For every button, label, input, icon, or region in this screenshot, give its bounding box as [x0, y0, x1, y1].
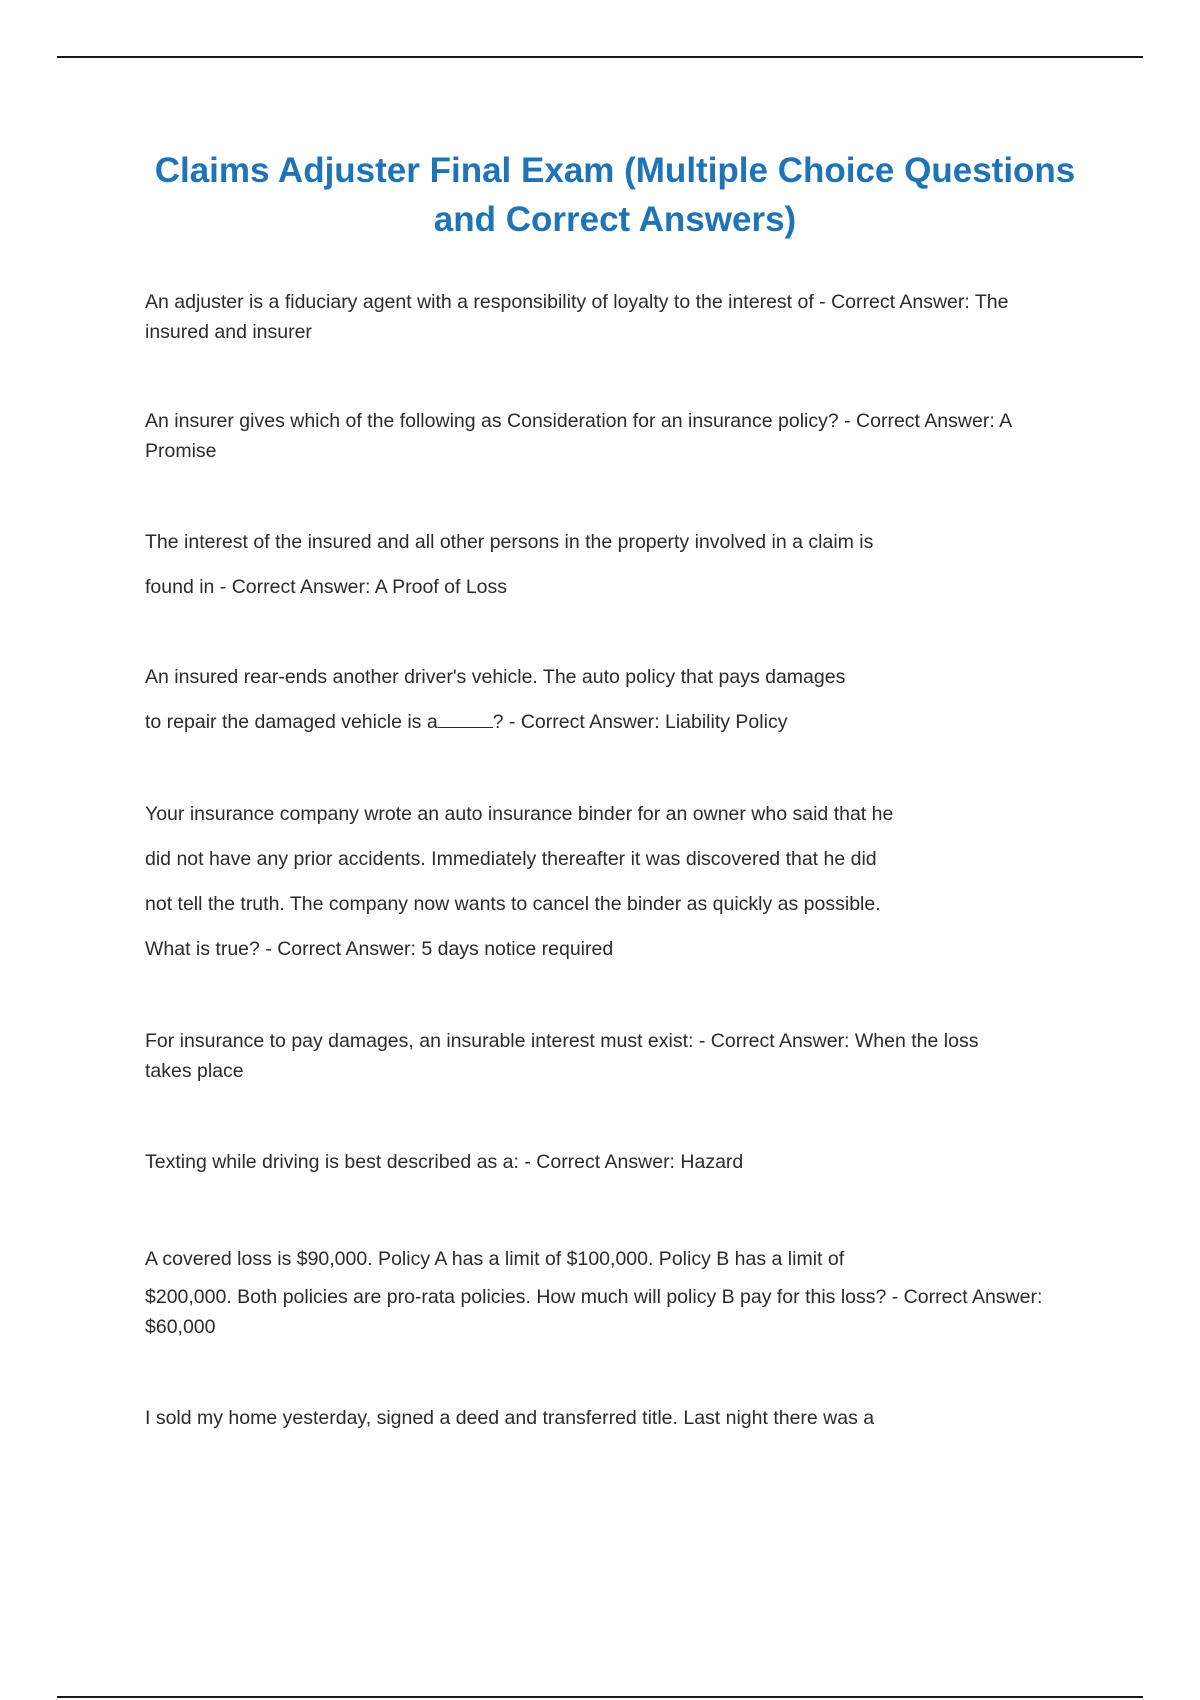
question-text-line: For insurance to pay damages, an insurable interest must exist: - Correct Answer: When the loss — [145, 1030, 979, 1052]
question-block-4 — [145, 655, 845, 745]
question-block-8 — [145, 1237, 1042, 1342]
question-text-line: What is true? - Correct Answer: 5 days notice required — [145, 938, 614, 960]
question-block-2 — [145, 406, 1012, 466]
question-text-line: A covered loss is $90,000. Policy A has a limit of $100,000. Policy B has a limit of — [145, 1248, 845, 1270]
question-block-3 — [145, 520, 873, 610]
question-text-line: An insured rear-ends another driver's vehicle. The auto policy that pays damages — [145, 666, 846, 688]
document-title — [100, 146, 1130, 244]
question-block-5 — [145, 792, 893, 972]
question-block-6 — [145, 1026, 978, 1086]
question-block-9 — [145, 1403, 874, 1433]
question-text-segment: to repair the damaged vehicle is a — [145, 711, 438, 733]
question-text-line: found in - Correct Answer: A Proof of Loss — [145, 576, 508, 598]
question-text-segment: ? - Correct Answer: Liability Policy — [492, 711, 788, 733]
question-text-line: Promise — [145, 440, 217, 462]
question-text-line: takes place — [145, 1060, 244, 1082]
question-text-line: The interest of the insured and all other persons in the property involved in a claim is — [145, 531, 874, 553]
bottom-rule — [57, 1696, 1143, 1698]
question-text-line: Your insurance company wrote an auto insurance binder for an owner who said that he — [145, 803, 894, 825]
title-line-1: Claims Adjuster Final Exam (Multiple Choice Questions — [154, 151, 1076, 190]
question-text-line: insured and insurer — [145, 321, 312, 343]
title-line-2: and Correct Answers) — [433, 200, 797, 239]
top-rule — [57, 56, 1143, 58]
question-text-line: $200,000. Both policies are pro-rata policies. How much will policy B pay for this loss? - Correct Answer: — [145, 1286, 1043, 1308]
question-text-line: I sold my home yesterday, signed a deed and transferred title. Last night there was a — [145, 1407, 875, 1429]
question-text-line: Texting while driving is best described as a: - Correct Answer: Hazard — [145, 1151, 744, 1173]
question-text-line: An adjuster is a fiduciary agent with a responsibility of loyalty to the interest of - Correct Answer: The — [145, 291, 1009, 313]
question-text-line-with-blank — [145, 700, 845, 745]
question-block-1 — [145, 287, 1008, 347]
question-text-line: did not have any prior accidents. Immediately thereafter it was discovered that he did — [145, 848, 877, 870]
question-block-7 — [145, 1147, 743, 1177]
question-text-line: An insurer gives which of the following as Consideration for an insurance policy? - Correct Answer: A — [145, 410, 1013, 432]
question-text-line: $60,000 — [145, 1316, 216, 1338]
answer-blank — [438, 708, 493, 729]
question-text-line: not tell the truth. The company now wants to cancel the binder as quickly as possible. — [145, 893, 881, 915]
